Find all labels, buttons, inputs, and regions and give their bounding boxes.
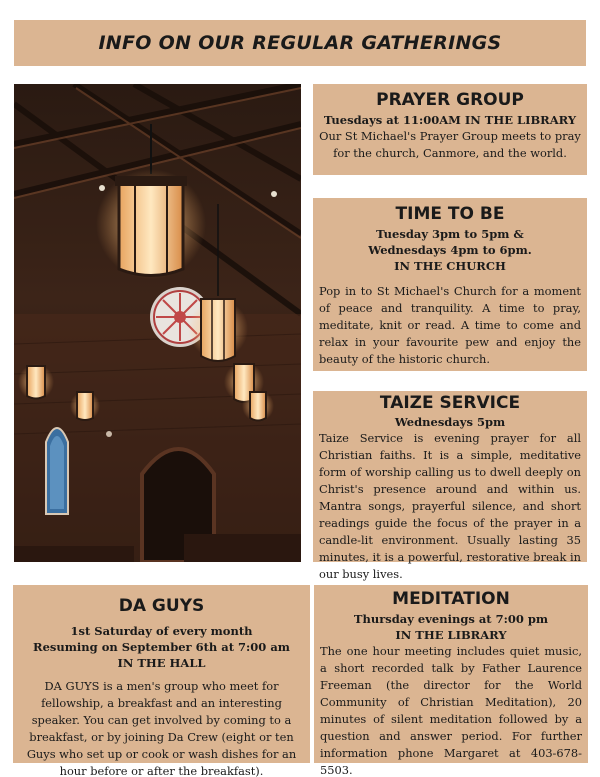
prayer-group-description: Our St Michael's Prayer Group meets to pray for the church, Canmore, and the world. <box>319 129 581 160</box>
prayer-group-box <box>313 84 587 175</box>
da-guys-schedule-line2: Resuming on September 6th at 7:00 am <box>33 640 290 654</box>
da-guys-location: IN THE HALL <box>117 656 206 670</box>
da-guys-schedule-line1: 1st Saturday of every month <box>70 624 253 638</box>
prayer-group-title: PRAYER GROUP <box>376 90 524 110</box>
taize-description: Taize Service is evening prayer for all Christian faiths. It is a simple, meditative form of worship calling us to dwell deeply on Christ's presence around and within us. Mantra songs, prayerful silence, and short readings guide the focus of the prayer in a candle-lit environment. Usually lasting 35 minutes, it is a powerful, restorative break in our busy lives. <box>319 431 581 581</box>
meditation-description: The one hour meeting includes quiet music, a short recorded talk by Father Laurence Freeman (the director for the World Community of Christian Meditation), 20 minutes of silent meditation followed by a question and answer period. For further information phone Margaret at 403-678-5503. <box>320 644 582 777</box>
time-to-be-box <box>313 198 587 371</box>
page-title: INFO ON OUR REGULAR GATHERINGS <box>98 32 502 54</box>
meditation-box <box>314 585 588 777</box>
meditation-title: MEDITATION <box>392 589 510 609</box>
church-interior-photo <box>14 84 301 562</box>
taize-schedule: Wednesdays 5pm <box>394 415 506 429</box>
meditation-schedule: Thursday evenings at 7:00 pm <box>353 612 549 626</box>
time-to-be-schedule-line2: Wednesdays 4pm to 6pm. <box>368 243 532 257</box>
prayer-group-schedule: Tuesdays at 11:00AM IN THE LIBRARY <box>323 113 577 127</box>
meditation-location: IN THE LIBRARY <box>395 628 507 642</box>
time-to-be-title: TIME TO BE <box>395 204 505 224</box>
da-guys-title: DA GUYS <box>118 596 205 616</box>
header-banner <box>14 20 586 66</box>
time-to-be-description: Pop in to St Michael's Church for a moment of peace and tranquility. A time to pray, meditate, knit or read. A time to come and relax in your favourite pew and enjoy the beauty of the historic church. <box>319 284 581 366</box>
time-to-be-location: IN THE CHURCH <box>394 259 506 273</box>
taize-title: TAIZE SERVICE <box>379 393 521 413</box>
taize-service-box <box>313 391 587 581</box>
da-guys-description: DA GUYS is a men's group who meet for fellowship, a breakfast and an interesting speaker. You can get involved by coming to a breakfast, or by joining Da Crew (eight or ten Guys who set up or cook or wash dishes for an hour before or after the breakfast). <box>26 679 297 777</box>
da-guys-box <box>13 585 310 777</box>
time-to-be-schedule-line1: Tuesday 3pm to 5pm & <box>376 227 524 241</box>
